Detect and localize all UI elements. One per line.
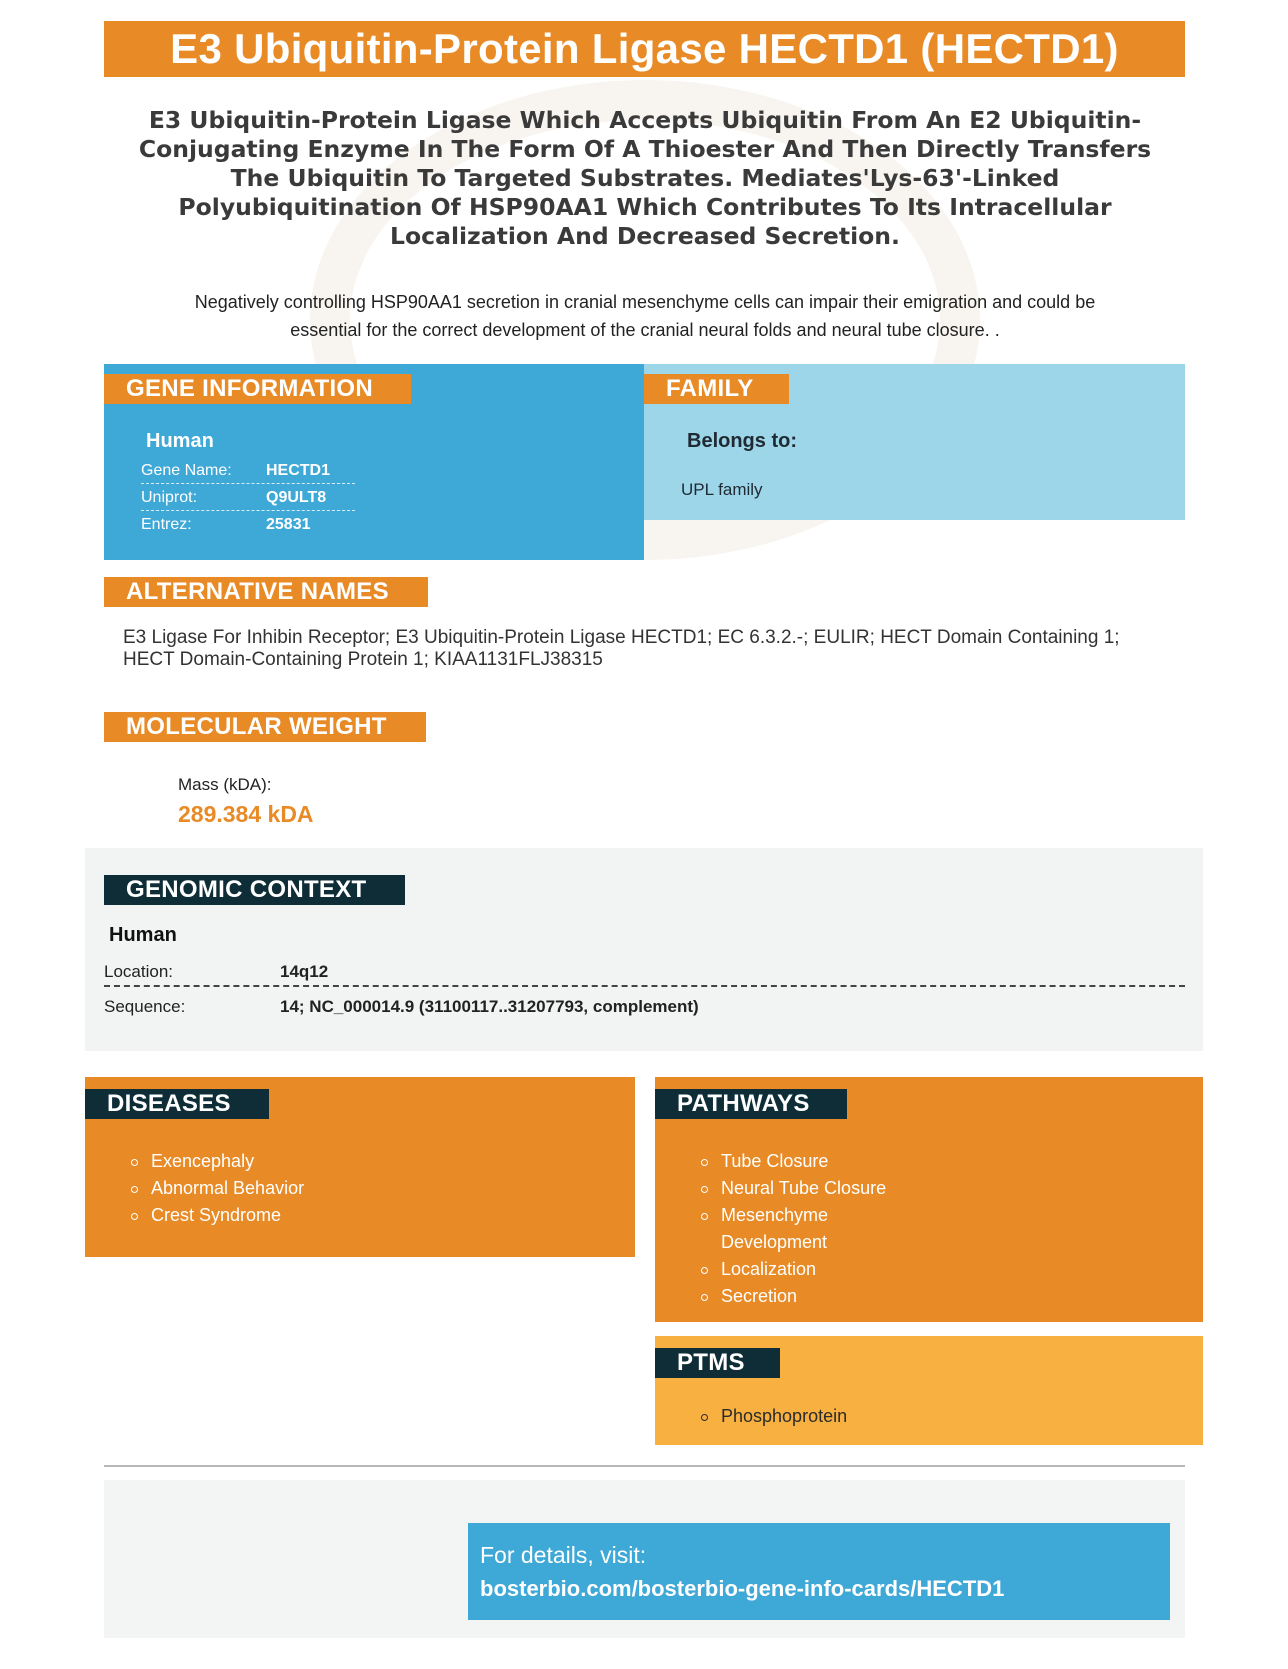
location-row [104,959,1185,987]
family-value: UPL family [681,480,763,499]
alternative-names-heading: ALTERNATIVE NAMES [104,577,428,607]
mass-value: 289.384 kDA [178,801,314,827]
entrez-value: 25831 [266,516,311,533]
pathway-item: Localization [699,1256,899,1283]
pathway-item: Mesenchyme Development [699,1202,899,1256]
diseases-list [129,1148,429,1229]
diseases-panel [85,1077,635,1257]
family-label: Belongs to: [687,430,797,452]
ptms-list [699,1403,999,1430]
gene-information-panel [104,364,644,560]
genomic-context-species: Human [109,924,177,946]
sequence-label: Sequence: [104,997,186,1016]
uniprot-row [141,485,355,511]
gene-information-heading: GENE INFORMATION [104,374,411,404]
pathway-item: Secretion [699,1283,899,1310]
pathways-heading: PATHWAYS [655,1089,847,1119]
disease-item: Abnormal Behavior [129,1175,429,1202]
disease-item: Crest Syndrome [129,1202,429,1229]
location-label: Location: [104,962,173,981]
mass-label: Mass (kDA): [178,775,272,794]
pathways-panel [655,1077,1203,1322]
family-heading: FAMILY [644,374,789,404]
genomic-context-heading: GENOMIC CONTEXT [104,875,405,905]
gene-name-value: HECTD1 [266,461,331,479]
page-title: E3 Ubiquitin-Protein Ligase HECTD1 (HECTD1) [104,21,1185,77]
ptm-item: Phosphoprotein [699,1403,999,1430]
sequence-row [104,993,1185,1021]
entrez-row [141,512,355,538]
family-panel [644,364,1185,520]
molecular-weight-heading: MOLECULAR WEIGHT [104,712,426,742]
diseases-heading: DISEASES [85,1089,269,1119]
gene-name-row [141,458,355,484]
pathway-item: Neural Tube Closure [699,1175,899,1202]
details-link[interactable]: bosterbio.com/bosterbio-gene-info-cards/HECTD1 [480,1576,1005,1601]
protein-summary: E3 Ubiquitin-Protein Ligase Which Accepts Ubiquitin From An E2 Ubiquitin-Conjugating Enzyme In The Form Of A Thioester And Then Directly Transfers The Ubiquitin To Targeted Substrates. Mediates'Lys-63'-Linked Polyubiquitination Of HSP90AA1 Which Contributes To Its Intracellular Localization And Decreased Secretion. [138,106,1152,250]
ptms-panel [655,1336,1203,1445]
genomic-context-panel [85,848,1203,1051]
location-value: 14q12 [280,962,329,981]
ptms-heading: PTMS [655,1348,780,1378]
sequence-value: 14; NC_000014.9 (31100117..31207793, complement) [280,997,699,1016]
pathways-list [699,1148,899,1310]
entrez-label: Entrez: [141,516,192,533]
details-callout-label: For details, visit: [480,1542,647,1568]
protein-note: Negatively controlling HSP90AA1 secretion in cranial mesenchyme cells can impair their emigration and could be essential for the correct development of the cranial neural folds and neural tube closure. . [194,292,1096,340]
uniprot-label: Uniprot: [141,488,198,506]
details-callout [468,1523,1170,1620]
disease-item: Exencephaly [129,1148,429,1175]
alternative-names-text: E3 Ligase For Inhibin Receptor; E3 Ubiquitin-Protein Ligase HECTD1; EC 6.3.2.-; EULIR; HECT Domain Containing 1; HECT Domain-Containing Protein 1; KIAA1131FLJ38315 [123,627,1120,670]
footer-divider [104,1465,1185,1467]
gene-name-label: Gene Name: [141,461,232,479]
uniprot-value: Q9ULT8 [266,488,327,506]
pathway-item: Tube Closure [699,1148,899,1175]
gene-information-species: Human [146,430,214,452]
